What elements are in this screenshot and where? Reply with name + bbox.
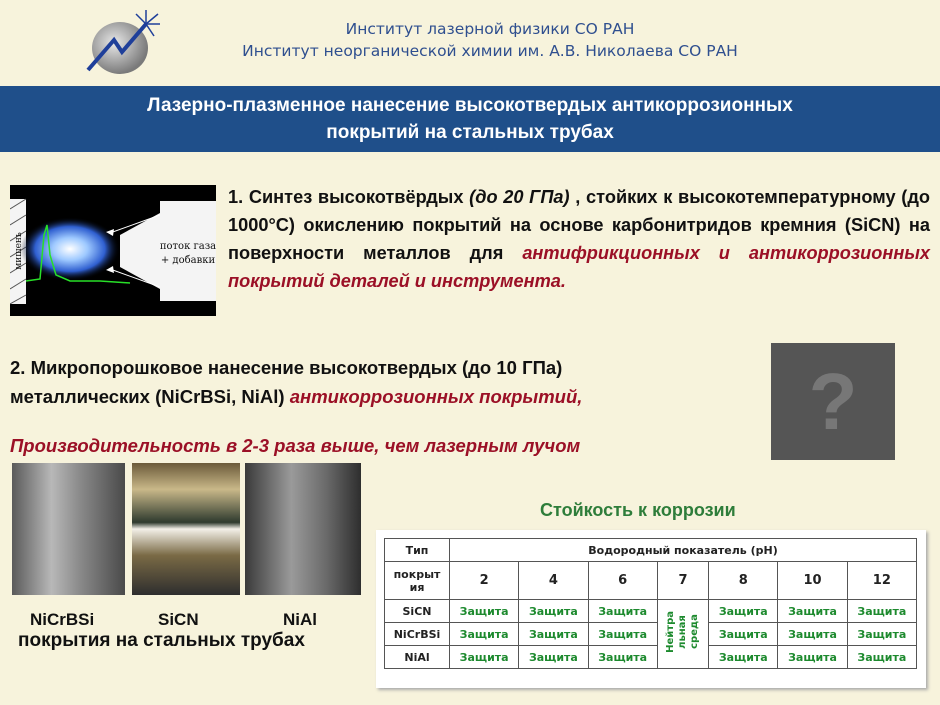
neutral-medium-cell: Нейтра льная среда <box>657 600 708 669</box>
protection-cell: Защита <box>450 600 519 623</box>
item-2-line-2 <box>10 382 750 411</box>
sample-label-nial: NiAl <box>283 610 317 629</box>
table-row <box>385 646 917 669</box>
protection-cell: Защита <box>778 623 847 646</box>
institute-name-2: Институт неорганической химии им. А.В. Николаева СО РАН <box>242 42 738 60</box>
item-2-line-2-red: антикоррозионных покрытий, <box>289 386 583 407</box>
protection-cell: Защита <box>778 646 847 669</box>
item-2-line-1: 2. Микропорошковое нанесение высокотвердых (до 10 ГПа) <box>10 357 563 378</box>
ph-value: 8 <box>709 562 778 600</box>
item-1-middle: , стойких к высокотемпературному (до 1000°C) окислению покрытий на основе карбонитридов кремния (SiCN) на поверхности металлов для <box>228 187 930 263</box>
row-label: NiCrBSi <box>385 623 450 646</box>
protection-cell: Защита <box>847 646 916 669</box>
corrosion-table-title: Стойкость к коррозии <box>540 500 736 520</box>
protection-cell: Защита <box>778 600 847 623</box>
title-line-2: покрытий на стальных трубах <box>326 122 614 143</box>
protection-cell: Защита <box>847 600 916 623</box>
corrosion-table <box>384 538 917 669</box>
sample-label-nicrbsi: NiCrBSi <box>30 610 95 629</box>
table-header-row <box>385 539 917 562</box>
diagram-label-gas-2: + добавки <box>160 255 216 266</box>
productivity-text: Производительность в 2-3 раза выше, чем лазерным лучом <box>10 435 581 456</box>
title-line-1: Лазерно-плазменное нанесение высокотвердых антикоррозионных <box>147 95 793 116</box>
col-coating-header: покрыт ия <box>385 562 450 600</box>
ph-value: 10 <box>778 562 847 600</box>
item-2-text <box>10 353 750 411</box>
ph-value: 4 <box>519 562 588 600</box>
protection-cell: Защита <box>709 600 778 623</box>
protection-cell: Защита <box>588 646 657 669</box>
ph-value: 7 <box>657 562 708 600</box>
ph-value: 12 <box>847 562 916 600</box>
protection-cell: Защита <box>450 623 519 646</box>
col-ph-header: Водородный показатель (pH) <box>450 539 917 562</box>
protection-cell: Защита <box>709 646 778 669</box>
protection-cell: Защита <box>519 600 588 623</box>
title-band <box>0 86 940 152</box>
protection-cell: Защита <box>450 646 519 669</box>
pipe-photo-nial <box>245 463 361 595</box>
protection-cell: Защита <box>588 623 657 646</box>
item-2-line-2-prefix: металлических (NiCrBSi, NiAl) <box>10 386 290 407</box>
header <box>0 0 940 86</box>
institute-name-1: Институт лазерной физики СО РАН <box>345 20 635 38</box>
item-1-text <box>228 183 930 295</box>
ph-value: 2 <box>450 562 519 600</box>
ph-value: 6 <box>588 562 657 600</box>
institute-logo <box>84 10 162 78</box>
protection-cell: Защита <box>519 646 588 669</box>
protection-cell: Защита <box>588 600 657 623</box>
samples-caption: покрытия на стальных трубах <box>18 630 305 651</box>
diagram-label-target: мишень <box>14 232 24 270</box>
table-row <box>385 623 917 646</box>
protection-cell: Защита <box>847 623 916 646</box>
plasma-diagram <box>10 185 216 316</box>
pipe-photo-nicrbsi <box>12 463 125 595</box>
pipe-photo-sicn <box>132 463 240 595</box>
item-1-purpose: антифрикционных и антикоррозионных покрытий деталей и инструмента. <box>228 243 930 291</box>
row-label: SiCN <box>385 600 450 623</box>
col-type-header: Тип <box>385 539 450 562</box>
diagram-label-gas-1: поток газа <box>159 241 216 252</box>
item-1-hardness: (до 20 ГПа) <box>469 187 570 207</box>
missing-image-placeholder: ? <box>771 343 895 460</box>
item-1-prefix: 1. Синтез высокотвёрдых <box>228 187 470 207</box>
protection-cell: Защита <box>709 623 778 646</box>
corrosion-table-panel <box>376 530 926 688</box>
protection-cell: Защита <box>519 623 588 646</box>
sample-label-sicn: SiCN <box>158 610 199 629</box>
row-label: NiAl <box>385 646 450 669</box>
table-ph-row <box>385 562 917 600</box>
table-row <box>385 600 917 623</box>
